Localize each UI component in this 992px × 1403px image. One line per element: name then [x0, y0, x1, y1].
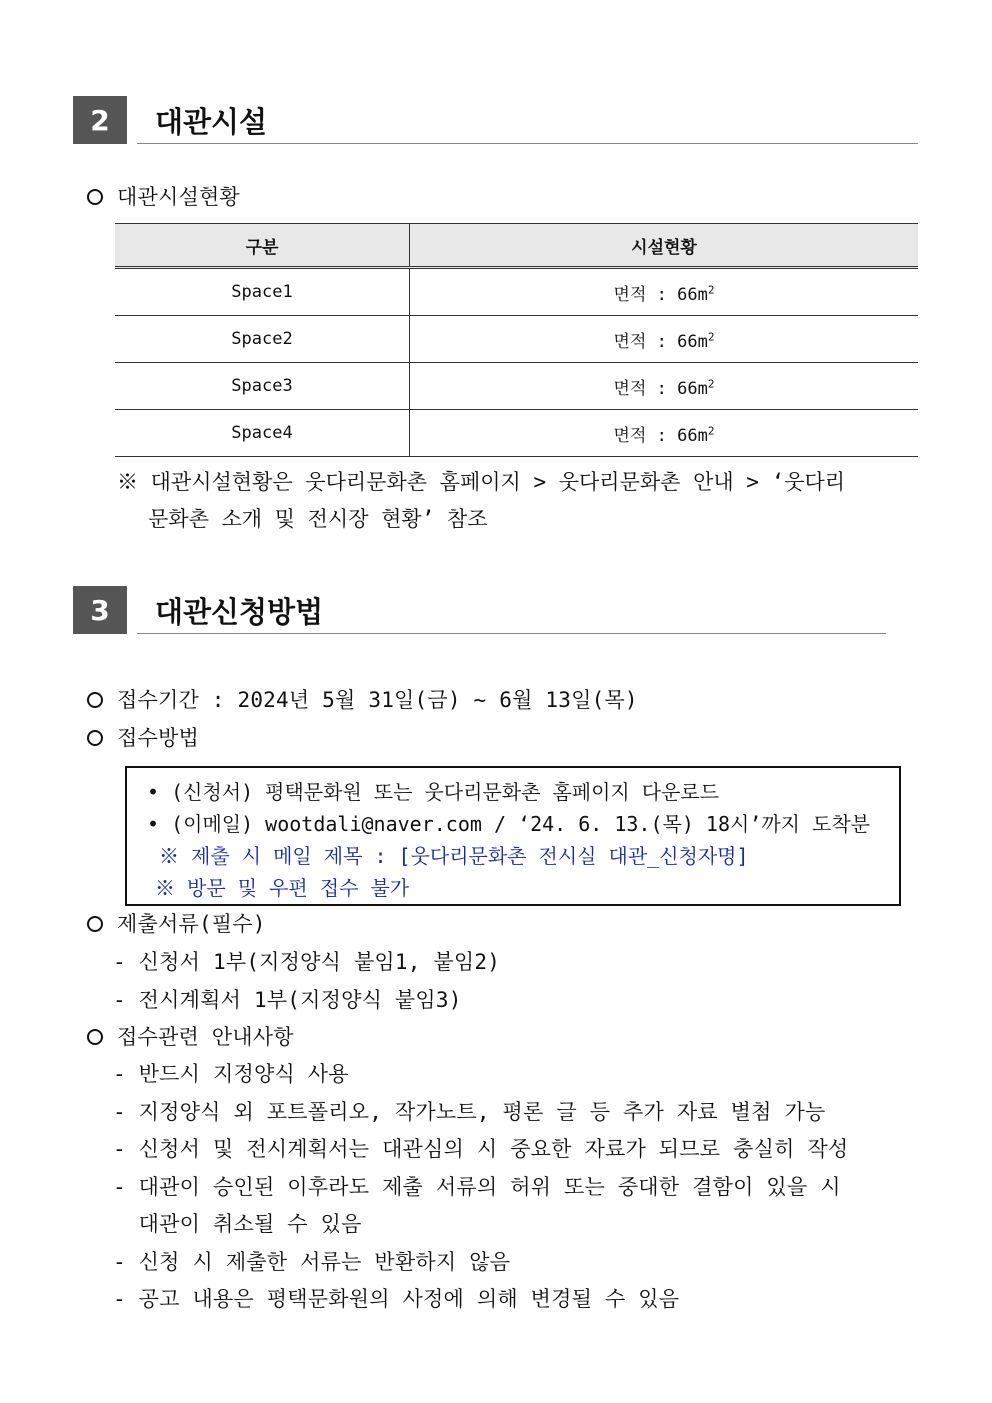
area-cell: 면적 : $66m^2$: [410, 363, 919, 410]
guide-item: - 지정양식 외 포트폴리오, 작가노트, 평론 글 등 추가 자료 별첨 가능: [113, 1100, 826, 1124]
guide-item: - 신청 시 제출한 서류는 반환하지 않음: [113, 1250, 511, 1274]
column-header-category: 구분: [115, 224, 410, 268]
circle-bullet-icon: [87, 916, 103, 932]
section-title: 대관시설: [155, 105, 268, 139]
period-text: 접수기간 : 2024년 5월 31일(금) ~ 6월 13일(목): [117, 688, 638, 712]
area-cell: 면적 : $66m^2$: [410, 316, 919, 363]
list-item-guide: [87, 1021, 294, 1051]
guide-item: - 신청서 및 전시계획서는 대관심의 시 중요한 자료가 되므로 충실히 작성: [113, 1137, 849, 1161]
reference-mark: ※: [117, 470, 138, 494]
box-item-email: • (이메일) wootdali@naver.com / ‘24. 6. 13.(목) 18시’까지 도착분: [147, 812, 871, 836]
document-item: - 신청서 1부(지정양식 붙임1, 붙임2): [113, 950, 501, 974]
space-name-cell: Space4: [115, 410, 410, 457]
table-row: [115, 410, 918, 457]
document-item: - 전시계획서 1부(지정양식 붙임3): [113, 988, 462, 1012]
list-item-method: [87, 722, 199, 752]
box-note-mail-title: ※ 제출 시 메일 제목 : [웃다리문화촌 전시실 대관_신청자명]: [159, 844, 749, 868]
space-name-cell: Space1: [115, 268, 410, 316]
circle-bullet-icon: [87, 189, 103, 205]
note-line-1: 대관시설현황은 웃다리문화촌 홈페이지 > 웃다리문화촌 안내 > ‘웃다리: [150, 470, 846, 494]
section-number-badge: 2: [73, 96, 127, 144]
facility-note: [117, 464, 917, 538]
circle-bullet-icon: [87, 730, 103, 746]
section-number-badge: 3: [73, 586, 127, 634]
space-name-cell: Space2: [115, 316, 410, 363]
guide-item-continued: 대관이 취소될 수 있음: [113, 1212, 362, 1236]
area-cell: 면적 : $66m^2$: [410, 410, 919, 457]
box-item-application: • (신청서) 평택문화원 또는 웃다리문화촌 홈페이지 다운로드: [147, 780, 720, 804]
column-header-status: 시설현황: [410, 224, 919, 268]
heading-text: 대관시설현황: [117, 185, 240, 209]
section-divider: [137, 143, 918, 144]
box-note-no-visit: ※ 방문 및 우편 접수 불가: [155, 876, 410, 900]
method-info-box: [125, 766, 901, 906]
table-row: [115, 363, 918, 410]
guide-heading: 접수관련 안내사항: [117, 1025, 294, 1049]
section-divider: [137, 633, 886, 634]
section-title: 대관신청방법: [155, 595, 324, 629]
method-text: 접수방법: [117, 726, 199, 750]
table-row: [115, 268, 918, 316]
documents-heading: 제출서류(필수): [117, 912, 266, 936]
circle-bullet-icon: [87, 1029, 103, 1045]
list-item-period: [87, 684, 638, 714]
list-item-documents: [87, 908, 266, 938]
guide-item: - 반드시 지정양식 사용: [113, 1062, 349, 1086]
table-row: [115, 316, 918, 363]
space-name-cell: Space3: [115, 363, 410, 410]
guide-item: - 대관이 승인된 이후라도 제출 서류의 허위 또는 중대한 결함이 있을 시: [113, 1175, 841, 1199]
circle-bullet-icon: [87, 692, 103, 708]
area-cell: 면적 : $66m^2$: [410, 268, 919, 316]
list-heading: [87, 181, 240, 211]
guide-item: - 공고 내용은 평택문화원의 사정에 의해 변경될 수 있음: [113, 1287, 680, 1311]
facility-table: [115, 223, 918, 457]
note-line-2: 문화촌 소개 및 전시장 현황’ 참조: [148, 507, 488, 531]
table-header-row: [115, 224, 918, 268]
